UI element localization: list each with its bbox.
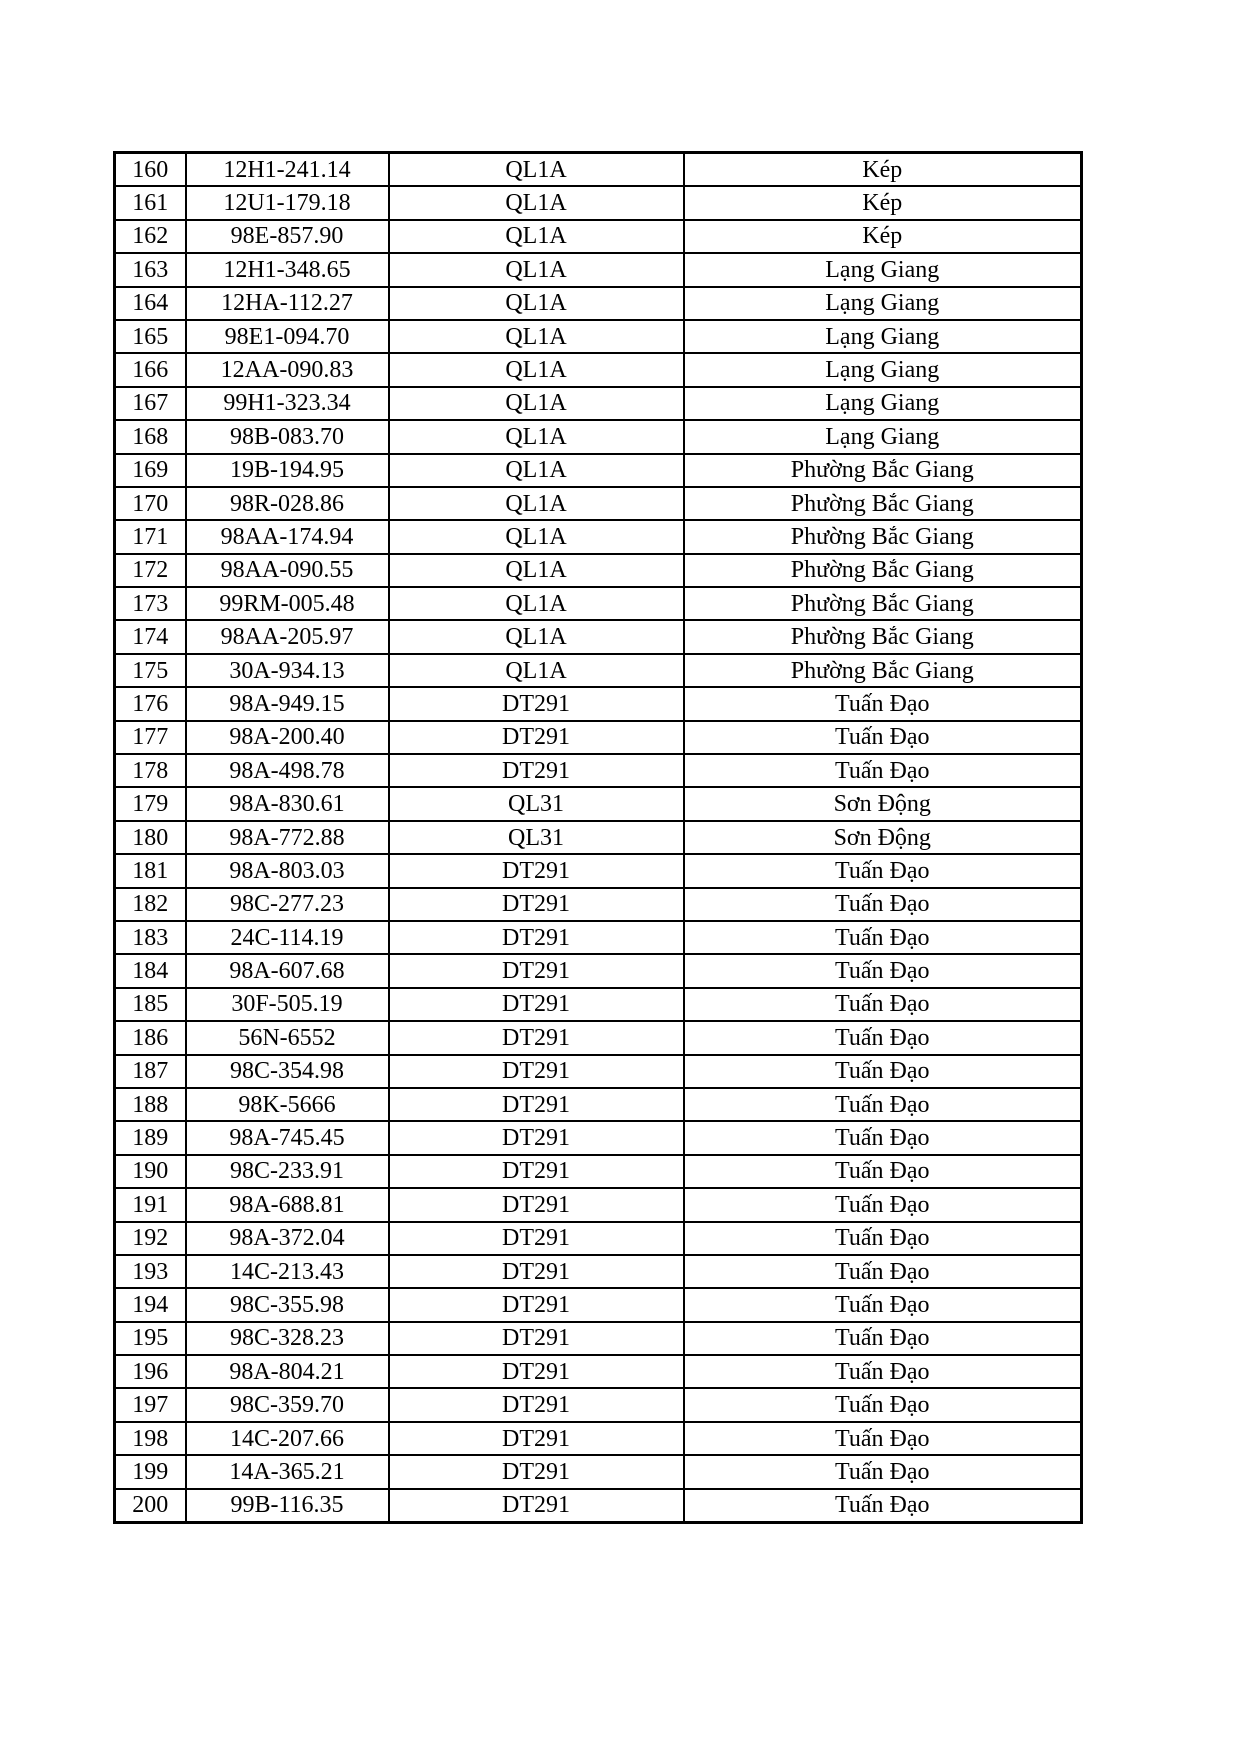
- table-row: [115, 1322, 1082, 1355]
- location-cell: Tuấn Đạo: [684, 1322, 1082, 1355]
- road-cell: DT291: [389, 1489, 684, 1523]
- table-row: [115, 454, 1082, 487]
- table-row: [115, 620, 1082, 653]
- row-number-cell: 196: [115, 1355, 186, 1388]
- row-number-cell: 198: [115, 1422, 186, 1455]
- row-number-cell: 163: [115, 253, 186, 286]
- location-cell: Phường Bắc Giang: [684, 554, 1082, 587]
- table-row: [115, 387, 1082, 420]
- table-row: [115, 1288, 1082, 1321]
- road-cell: QL1A: [389, 153, 684, 187]
- location-cell: Lạng Giang: [684, 353, 1082, 386]
- location-cell: Phường Bắc Giang: [684, 587, 1082, 620]
- license-plate-cell: 98A-830.61: [186, 787, 389, 820]
- table-row: [115, 353, 1082, 386]
- location-cell: Phường Bắc Giang: [684, 487, 1082, 520]
- row-number-cell: 172: [115, 554, 186, 587]
- license-plate-cell: 98AA-205.97: [186, 620, 389, 653]
- license-plate-cell: 98C-277.23: [186, 888, 389, 921]
- road-cell: DT291: [389, 1455, 684, 1488]
- table-row: [115, 220, 1082, 253]
- road-cell: DT291: [389, 1155, 684, 1188]
- row-number-cell: 194: [115, 1288, 186, 1321]
- location-cell: Lạng Giang: [684, 420, 1082, 453]
- location-cell: Phường Bắc Giang: [684, 620, 1082, 653]
- road-cell: QL1A: [389, 253, 684, 286]
- location-cell: Kép: [684, 220, 1082, 253]
- location-cell: Tuấn Đạo: [684, 1021, 1082, 1054]
- location-cell: Phường Bắc Giang: [684, 654, 1082, 687]
- table-row: [115, 921, 1082, 954]
- table-row: [115, 1388, 1082, 1421]
- road-cell: DT291: [389, 954, 684, 987]
- table-row: [115, 1088, 1082, 1121]
- road-cell: QL1A: [389, 353, 684, 386]
- row-number-cell: 190: [115, 1155, 186, 1188]
- license-plate-cell: 98A-688.81: [186, 1188, 389, 1221]
- location-cell: Tuấn Đạo: [684, 1055, 1082, 1088]
- row-number-cell: 185: [115, 988, 186, 1021]
- table-row: [115, 821, 1082, 854]
- license-plate-cell: 98C-328.23: [186, 1322, 389, 1355]
- location-cell: Tuấn Đạo: [684, 888, 1082, 921]
- table-row: [115, 1422, 1082, 1455]
- row-number-cell: 178: [115, 754, 186, 787]
- table-row: [115, 1355, 1082, 1388]
- table-row: [115, 1255, 1082, 1288]
- row-number-cell: 191: [115, 1188, 186, 1221]
- license-plate-cell: 98C-359.70: [186, 1388, 389, 1421]
- road-cell: DT291: [389, 921, 684, 954]
- location-cell: Tuấn Đạo: [684, 1155, 1082, 1188]
- table-row: [115, 487, 1082, 520]
- road-cell: QL1A: [389, 387, 684, 420]
- road-cell: QL31: [389, 821, 684, 854]
- table-row: [115, 153, 1082, 187]
- location-cell: Tuấn Đạo: [684, 1222, 1082, 1255]
- license-plate-cell: 99B-116.35: [186, 1489, 389, 1523]
- row-number-cell: 165: [115, 320, 186, 353]
- location-cell: Phường Bắc Giang: [684, 520, 1082, 553]
- license-plate-cell: 99RM-005.48: [186, 587, 389, 620]
- table-row: [115, 721, 1082, 754]
- row-number-cell: 193: [115, 1255, 186, 1288]
- road-cell: DT291: [389, 1055, 684, 1088]
- location-cell: Tuấn Đạo: [684, 687, 1082, 720]
- row-number-cell: 197: [115, 1388, 186, 1421]
- road-cell: QL1A: [389, 220, 684, 253]
- table-row: [115, 554, 1082, 587]
- license-plate-cell: 98A-498.78: [186, 754, 389, 787]
- road-cell: DT291: [389, 721, 684, 754]
- location-cell: Lạng Giang: [684, 287, 1082, 320]
- row-number-cell: 164: [115, 287, 186, 320]
- location-cell: Tuấn Đạo: [684, 854, 1082, 887]
- row-number-cell: 167: [115, 387, 186, 420]
- row-number-cell: 199: [115, 1455, 186, 1488]
- row-number-cell: 192: [115, 1222, 186, 1255]
- table-row: [115, 520, 1082, 553]
- row-number-cell: 169: [115, 454, 186, 487]
- road-cell: DT291: [389, 1188, 684, 1221]
- location-cell: Tuấn Đạo: [684, 1489, 1082, 1523]
- row-number-cell: 180: [115, 821, 186, 854]
- license-plate-cell: 98C-233.91: [186, 1155, 389, 1188]
- location-cell: Lạng Giang: [684, 387, 1082, 420]
- table-body: [115, 153, 1082, 1523]
- row-number-cell: 181: [115, 854, 186, 887]
- row-number-cell: 175: [115, 654, 186, 687]
- row-number-cell: 176: [115, 687, 186, 720]
- road-cell: QL1A: [389, 320, 684, 353]
- row-number-cell: 162: [115, 220, 186, 253]
- row-number-cell: 184: [115, 954, 186, 987]
- row-number-cell: 183: [115, 921, 186, 954]
- table-row: [115, 1055, 1082, 1088]
- road-cell: DT291: [389, 888, 684, 921]
- road-cell: DT291: [389, 1088, 684, 1121]
- row-number-cell: 160: [115, 153, 186, 187]
- license-plate-cell: 98E1-094.70: [186, 320, 389, 353]
- row-number-cell: 179: [115, 787, 186, 820]
- table-row: [115, 654, 1082, 687]
- license-plate-cell: 98A-803.03: [186, 854, 389, 887]
- license-plate-cell: 98R-028.86: [186, 487, 389, 520]
- location-cell: Lạng Giang: [684, 253, 1082, 286]
- location-cell: Tuấn Đạo: [684, 1355, 1082, 1388]
- row-number-cell: 189: [115, 1121, 186, 1154]
- location-cell: Tuấn Đạo: [684, 954, 1082, 987]
- row-number-cell: 173: [115, 587, 186, 620]
- row-number-cell: 166: [115, 353, 186, 386]
- location-cell: Tuấn Đạo: [684, 1188, 1082, 1221]
- road-cell: DT291: [389, 1322, 684, 1355]
- license-plate-cell: 98AA-174.94: [186, 520, 389, 553]
- license-plate-cell: 56N-6552: [186, 1021, 389, 1054]
- location-cell: Tuấn Đạo: [684, 1288, 1082, 1321]
- road-cell: DT291: [389, 754, 684, 787]
- row-number-cell: 182: [115, 888, 186, 921]
- location-cell: Tuấn Đạo: [684, 1388, 1082, 1421]
- table-row: [115, 1155, 1082, 1188]
- table-row: [115, 420, 1082, 453]
- road-cell: QL1A: [389, 454, 684, 487]
- location-cell: Tuấn Đạo: [684, 988, 1082, 1021]
- license-plate-cell: 98C-355.98: [186, 1288, 389, 1321]
- table-row: [115, 1188, 1082, 1221]
- road-cell: DT291: [389, 1222, 684, 1255]
- row-number-cell: 188: [115, 1088, 186, 1121]
- location-cell: Kép: [684, 153, 1082, 187]
- location-cell: Tuấn Đạo: [684, 1088, 1082, 1121]
- row-number-cell: 200: [115, 1489, 186, 1523]
- location-cell: Tuấn Đạo: [684, 921, 1082, 954]
- table-row: [115, 1489, 1082, 1523]
- table-row: [115, 587, 1082, 620]
- row-number-cell: 170: [115, 487, 186, 520]
- table-row: [115, 1455, 1082, 1488]
- table-row: [115, 320, 1082, 353]
- license-plate-cell: 98C-354.98: [186, 1055, 389, 1088]
- road-cell: QL1A: [389, 620, 684, 653]
- road-cell: DT291: [389, 1288, 684, 1321]
- license-plate-cell: 14C-213.43: [186, 1255, 389, 1288]
- road-cell: QL1A: [389, 554, 684, 587]
- road-cell: QL1A: [389, 520, 684, 553]
- road-cell: QL1A: [389, 186, 684, 219]
- location-cell: Tuấn Đạo: [684, 1455, 1082, 1488]
- location-cell: Tuấn Đạo: [684, 1422, 1082, 1455]
- row-number-cell: 161: [115, 186, 186, 219]
- license-plate-cell: 19B-194.95: [186, 454, 389, 487]
- license-plate-cell: 14A-365.21: [186, 1455, 389, 1488]
- row-number-cell: 174: [115, 620, 186, 653]
- location-cell: Kép: [684, 186, 1082, 219]
- license-plate-cell: 98A-949.15: [186, 687, 389, 720]
- road-cell: QL31: [389, 787, 684, 820]
- row-number-cell: 186: [115, 1021, 186, 1054]
- license-plate-cell: 98K-5666: [186, 1088, 389, 1121]
- location-cell: Tuấn Đạo: [684, 1121, 1082, 1154]
- table-row: [115, 988, 1082, 1021]
- location-cell: Tuấn Đạo: [684, 721, 1082, 754]
- table-row: [115, 1222, 1082, 1255]
- table-row: [115, 253, 1082, 286]
- table-row: [115, 287, 1082, 320]
- location-cell: Sơn Động: [684, 787, 1082, 820]
- license-plate-cell: 98A-772.88: [186, 821, 389, 854]
- row-number-cell: 177: [115, 721, 186, 754]
- license-plate-cell: 12AA-090.83: [186, 353, 389, 386]
- license-plate-cell: 12HA-112.27: [186, 287, 389, 320]
- row-number-cell: 171: [115, 520, 186, 553]
- license-plate-cell: 98A-200.40: [186, 721, 389, 754]
- table-row: [115, 754, 1082, 787]
- road-cell: DT291: [389, 988, 684, 1021]
- license-plate-cell: 12H1-241.14: [186, 153, 389, 187]
- road-cell: QL1A: [389, 487, 684, 520]
- license-plate-cell: 14C-207.66: [186, 1422, 389, 1455]
- road-cell: DT291: [389, 1388, 684, 1421]
- table-row: [115, 787, 1082, 820]
- document-page: [113, 151, 1080, 1524]
- license-plate-cell: 98A-372.04: [186, 1222, 389, 1255]
- license-plate-cell: 12U1-179.18: [186, 186, 389, 219]
- table-row: [115, 1121, 1082, 1154]
- license-plate-cell: 98AA-090.55: [186, 554, 389, 587]
- road-cell: DT291: [389, 854, 684, 887]
- license-plate-cell: 30A-934.13: [186, 654, 389, 687]
- table-row: [115, 186, 1082, 219]
- license-plate-cell: 30F-505.19: [186, 988, 389, 1021]
- table-row: [115, 687, 1082, 720]
- license-plate-cell: 98A-745.45: [186, 1121, 389, 1154]
- road-cell: DT291: [389, 1021, 684, 1054]
- table-row: [115, 888, 1082, 921]
- row-number-cell: 168: [115, 420, 186, 453]
- license-plate-cell: 98A-804.21: [186, 1355, 389, 1388]
- road-cell: DT291: [389, 1121, 684, 1154]
- license-plate-cell: 98A-607.68: [186, 954, 389, 987]
- road-cell: QL1A: [389, 420, 684, 453]
- road-cell: DT291: [389, 687, 684, 720]
- road-cell: DT291: [389, 1355, 684, 1388]
- row-number-cell: 195: [115, 1322, 186, 1355]
- license-plate-cell: 99H1-323.34: [186, 387, 389, 420]
- license-plate-cell: 12H1-348.65: [186, 253, 389, 286]
- table-row: [115, 854, 1082, 887]
- road-cell: QL1A: [389, 587, 684, 620]
- row-number-cell: 187: [115, 1055, 186, 1088]
- road-cell: DT291: [389, 1422, 684, 1455]
- location-cell: Phường Bắc Giang: [684, 454, 1082, 487]
- table-row: [115, 954, 1082, 987]
- license-plate-cell: 98B-083.70: [186, 420, 389, 453]
- location-cell: Tuấn Đạo: [684, 754, 1082, 787]
- road-cell: QL1A: [389, 654, 684, 687]
- location-cell: Sơn Động: [684, 821, 1082, 854]
- table-row: [115, 1021, 1082, 1054]
- road-cell: DT291: [389, 1255, 684, 1288]
- vehicle-violation-table: [113, 151, 1083, 1524]
- license-plate-cell: 98E-857.90: [186, 220, 389, 253]
- road-cell: QL1A: [389, 287, 684, 320]
- location-cell: Tuấn Đạo: [684, 1255, 1082, 1288]
- location-cell: Lạng Giang: [684, 320, 1082, 353]
- license-plate-cell: 24C-114.19: [186, 921, 389, 954]
